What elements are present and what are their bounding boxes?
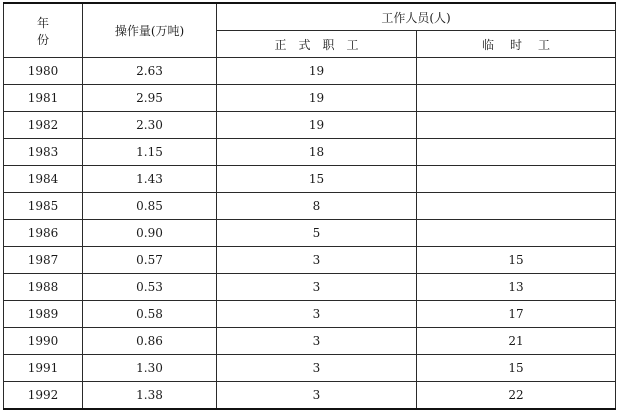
- cell-regular: 5: [217, 220, 417, 247]
- cell-regular: 3: [217, 247, 417, 274]
- cell-regular: 3: [217, 382, 417, 410]
- cell-regular: 15: [217, 166, 417, 193]
- cell-year: 1985: [4, 193, 83, 220]
- cell-regular: 19: [217, 112, 417, 139]
- table-row: [4, 220, 616, 247]
- cell-year: 1991: [4, 355, 83, 382]
- table-row: [4, 112, 616, 139]
- cell-temporary: [417, 85, 616, 112]
- cell-volume: 2.63: [83, 58, 217, 85]
- cell-temporary: 17: [417, 301, 616, 328]
- cell-volume: 1.30: [83, 355, 217, 382]
- table-row: [4, 193, 616, 220]
- cell-regular: 3: [217, 328, 417, 355]
- cell-volume: 0.86: [83, 328, 217, 355]
- cell-volume: 0.53: [83, 274, 217, 301]
- cell-temporary: [417, 166, 616, 193]
- cell-regular: 8: [217, 193, 417, 220]
- cell-volume: 0.57: [83, 247, 217, 274]
- staffing-table: [3, 2, 616, 410]
- table-row: [4, 247, 616, 274]
- cell-year: 1982: [4, 112, 83, 139]
- cell-temporary: 15: [417, 355, 616, 382]
- cell-temporary: 13: [417, 274, 616, 301]
- cell-regular: 19: [217, 85, 417, 112]
- cell-temporary: 22: [417, 382, 616, 410]
- cell-year: 1988: [4, 274, 83, 301]
- table-row: [4, 139, 616, 166]
- table-row: [4, 274, 616, 301]
- cell-temporary: 21: [417, 328, 616, 355]
- table-body: [4, 58, 616, 410]
- cell-temporary: [417, 220, 616, 247]
- cell-regular: 3: [217, 274, 417, 301]
- cell-volume: 2.95: [83, 85, 217, 112]
- cell-temporary: [417, 58, 616, 85]
- cell-temporary: [417, 112, 616, 139]
- cell-regular: 18: [217, 139, 417, 166]
- header-temporary-staff: 临时工: [417, 31, 616, 58]
- cell-year: 1983: [4, 139, 83, 166]
- table-row: [4, 58, 616, 85]
- cell-year: 1989: [4, 301, 83, 328]
- cell-year: 1981: [4, 85, 83, 112]
- cell-year: 1980: [4, 58, 83, 85]
- cell-year: 1992: [4, 382, 83, 410]
- cell-volume: 0.58: [83, 301, 217, 328]
- table-row: [4, 166, 616, 193]
- cell-volume: 1.15: [83, 139, 217, 166]
- header-year: 年 份: [4, 3, 83, 58]
- cell-regular: 3: [217, 355, 417, 382]
- cell-regular: 19: [217, 58, 417, 85]
- cell-regular: 3: [217, 301, 417, 328]
- cell-temporary: [417, 139, 616, 166]
- table-row: [4, 355, 616, 382]
- cell-temporary: 15: [417, 247, 616, 274]
- cell-year: 1986: [4, 220, 83, 247]
- table-row: [4, 328, 616, 355]
- cell-volume: 1.43: [83, 166, 217, 193]
- header-regular-staff: 正式职工: [217, 31, 417, 58]
- data-table-container: [3, 2, 615, 402]
- cell-year: 1987: [4, 247, 83, 274]
- cell-temporary: [417, 193, 616, 220]
- table-row: [4, 301, 616, 328]
- cell-volume: 2.30: [83, 112, 217, 139]
- cell-year: 1984: [4, 166, 83, 193]
- cell-volume: 0.90: [83, 220, 217, 247]
- cell-volume: 1.38: [83, 382, 217, 410]
- table-row: [4, 382, 616, 410]
- table-row: [4, 85, 616, 112]
- header-staff-group: 工作人员(人): [217, 3, 616, 31]
- header-volume: 操作量(万吨): [83, 3, 217, 58]
- header-row: [4, 3, 616, 31]
- cell-year: 1990: [4, 328, 83, 355]
- cell-volume: 0.85: [83, 193, 217, 220]
